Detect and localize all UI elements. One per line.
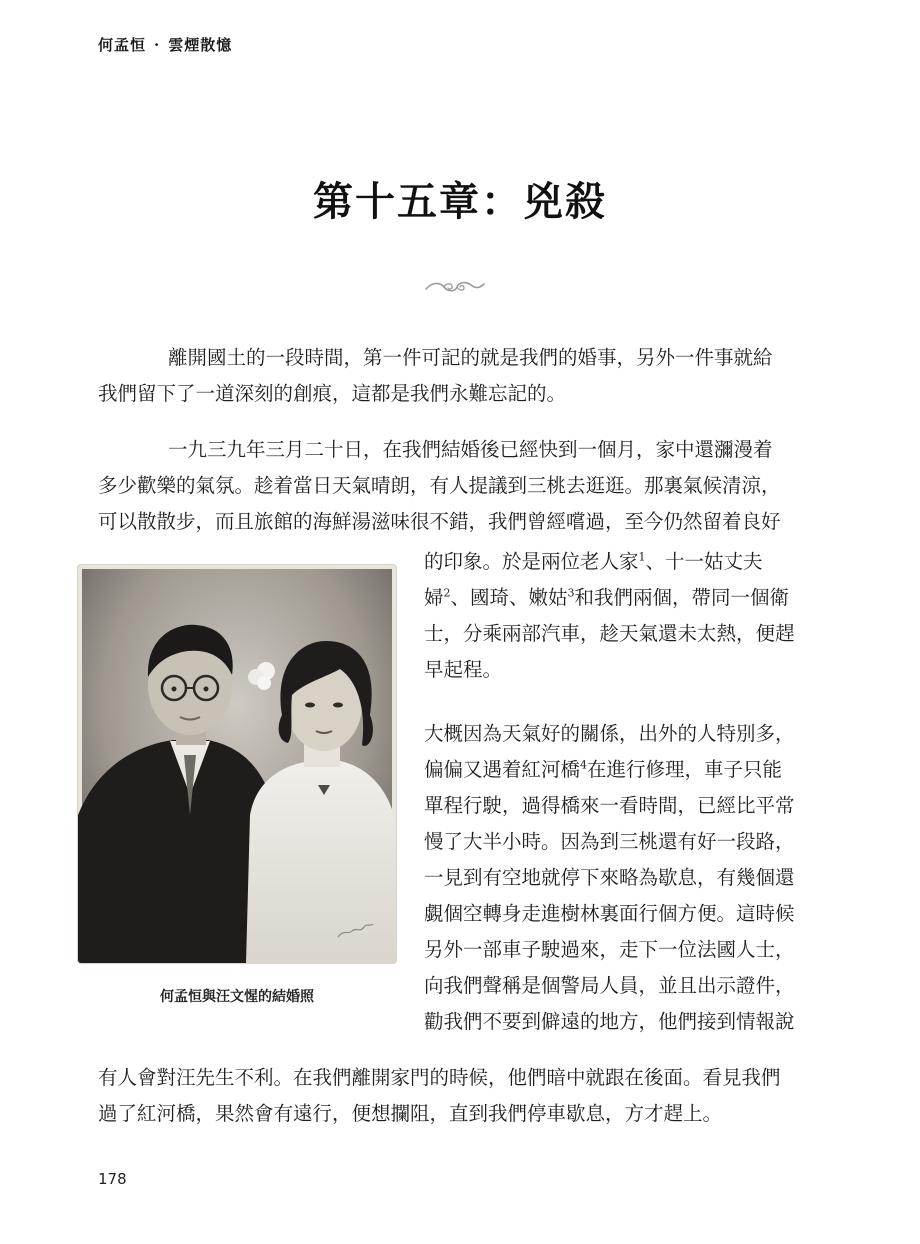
footnote-ref-3[interactable]: 3 xyxy=(567,586,575,600)
running-head-author: 何孟恒 xyxy=(98,36,147,54)
paragraph-2-right-line-4: 早起程。 xyxy=(424,658,503,681)
footnote-ref-1[interactable]: 1 xyxy=(638,550,646,564)
footnote-ref-2[interactable]: 2 xyxy=(443,586,451,600)
running-head-separator: · xyxy=(154,36,161,54)
running-head-book-title: 雲煙散憶 xyxy=(168,36,233,54)
paragraph-2-continued xyxy=(424,544,814,688)
paragraph-2-right-line-1: 的印象。於是兩位老人家$^1$、十一姑丈夫 xyxy=(424,550,763,573)
paragraph-1-line-2: 我們留下了一道深刻的創痕，這都是我們永難忘記的。 xyxy=(98,382,567,405)
paragraph-2-line-3: 可以散散步，而且旅館的海鮮湯滋味很不錯，我們曾經嚐過，至今仍然留着良好 xyxy=(98,510,781,533)
paragraph-3-line-8: 向我們聲稱是個警局人員，並且出示證件， xyxy=(424,974,795,997)
page-number: 178 xyxy=(98,1170,127,1188)
paragraph-3-continued xyxy=(98,1060,814,1132)
paragraph-3-line-6: 覷個空轉身走進樹林裏面行個方便。這時候 xyxy=(424,902,795,925)
photo-caption: 何孟恒與汪文惺的結婚照 xyxy=(160,989,314,1005)
paragraph-3-line-7: 另外一部車子駛過來，走下一位法國人士， xyxy=(424,938,795,961)
paragraph-3-line-4: 慢了大半小時。因為到三桃還有好一段路， xyxy=(424,830,795,853)
paragraph-3-line-3: 單程行駛，過得橋來一看時間，已經比平常 xyxy=(424,794,795,817)
paragraph-3-line-2: 偏偏又遇着紅河橋$^4$在進行修理，車子只能 xyxy=(424,758,783,781)
flourish-ornament-icon xyxy=(424,276,486,298)
paragraph-1 xyxy=(98,340,814,412)
paragraph-1-line-1: 離開國土的一段時間，第一件可記的就是我們的婚事，另外一件事就給 xyxy=(168,346,773,369)
paragraph-2-line-1: 一九三九年三月二十日，在我們結婚後已經快到一個月，家中還瀰漫着 xyxy=(168,438,773,461)
paragraph-3 xyxy=(424,716,814,1040)
chapter-title: 第十五章：兇殺 xyxy=(313,178,607,225)
wedding-photo-illustration xyxy=(78,565,396,963)
paragraph-2-line-2: 多少歡樂的氣氛。趁着當日天氣晴朗，有人提議到三桃去逛逛。那裏氣候清涼， xyxy=(98,474,781,497)
footnote-ref-4[interactable]: 4 xyxy=(580,758,588,772)
paragraph-3-full-line-2: 過了紅河橋，果然會有遠行，便想攔阻，直到我們停車歇息，方才趕上。 xyxy=(98,1102,723,1125)
paragraph-2-right-line-3: 士，分乘兩部汽車，趁天氣還未太熱，便趕 xyxy=(424,622,795,645)
paragraph-2 xyxy=(98,432,814,540)
paragraph-3-line-5: 一見到有空地就停下來略為歇息，有幾個還 xyxy=(424,866,795,889)
running-head xyxy=(98,34,232,55)
paragraph-2-right-line-2: 婦$^2$、國琦、嫩姑$^3$和我們兩個，帶同一個衛 xyxy=(424,586,790,609)
wedding-photo xyxy=(78,565,396,963)
paragraph-3-line-1: 大概因為天氣好的關係，出外的人特別多， xyxy=(424,722,795,745)
paragraph-3-line-9: 勸我們不要到僻遠的地方，他們接到情報說 xyxy=(424,1010,795,1033)
paragraph-3-full-line-1: 有人會對汪先生不利。在我們離開家門的時候，他們暗中就跟在後面。看見我們 xyxy=(98,1066,781,1089)
